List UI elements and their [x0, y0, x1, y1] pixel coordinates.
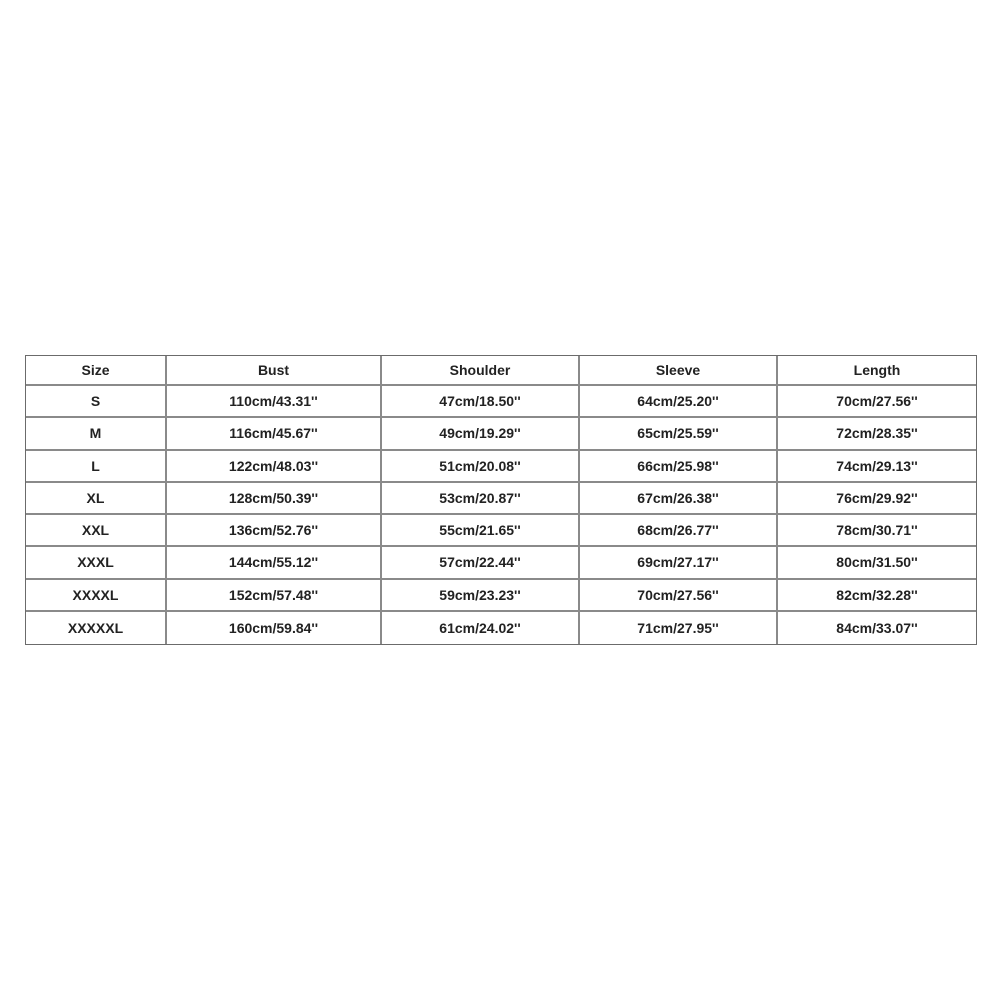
- cell-size: L: [26, 451, 167, 483]
- table-row: [26, 547, 976, 579]
- cell-length: 72cm/28.35'': [778, 418, 976, 450]
- cell-shoulder: 61cm/24.02'': [382, 612, 580, 644]
- cell-sleeve: 67cm/26.38'': [580, 483, 778, 515]
- cell-length: 82cm/32.28'': [778, 580, 976, 612]
- cell-bust: 116cm/45.67'': [167, 418, 382, 450]
- cell-length: 74cm/29.13'': [778, 451, 976, 483]
- cell-length: 80cm/31.50'': [778, 547, 976, 579]
- cell-length: 78cm/30.71'': [778, 515, 976, 547]
- cell-bust: 160cm/59.84'': [167, 612, 382, 644]
- cell-bust: 128cm/50.39'': [167, 483, 382, 515]
- table-row: [26, 451, 976, 483]
- cell-sleeve: 68cm/26.77'': [580, 515, 778, 547]
- cell-sleeve: 65cm/25.59'': [580, 418, 778, 450]
- cell-shoulder: 57cm/22.44'': [382, 547, 580, 579]
- table-row: [26, 580, 976, 612]
- cell-sleeve: 69cm/27.17'': [580, 547, 778, 579]
- table-row: [26, 515, 976, 547]
- cell-bust: 136cm/52.76'': [167, 515, 382, 547]
- cell-length: 70cm/27.56'': [778, 386, 976, 418]
- cell-size: XXXL: [26, 547, 167, 579]
- cell-sleeve: 66cm/25.98'': [580, 451, 778, 483]
- cell-size: XL: [26, 483, 167, 515]
- size-chart-body: [26, 386, 976, 644]
- cell-size: M: [26, 418, 167, 450]
- cell-sleeve: 71cm/27.95'': [580, 612, 778, 644]
- header-size: Size: [26, 356, 167, 386]
- size-chart-header: [26, 356, 976, 386]
- cell-length: 76cm/29.92'': [778, 483, 976, 515]
- cell-shoulder: 49cm/19.29'': [382, 418, 580, 450]
- size-chart-table: [25, 355, 977, 645]
- table-row: [26, 483, 976, 515]
- table-row: [26, 418, 976, 450]
- cell-shoulder: 53cm/20.87'': [382, 483, 580, 515]
- cell-sleeve: 64cm/25.20'': [580, 386, 778, 418]
- cell-shoulder: 55cm/21.65'': [382, 515, 580, 547]
- cell-size: S: [26, 386, 167, 418]
- cell-sleeve: 70cm/27.56'': [580, 580, 778, 612]
- header-sleeve: Sleeve: [580, 356, 778, 386]
- cell-bust: 144cm/55.12'': [167, 547, 382, 579]
- table-row: [26, 612, 976, 644]
- cell-bust: 152cm/57.48'': [167, 580, 382, 612]
- header-row: [26, 356, 976, 386]
- cell-bust: 110cm/43.31'': [167, 386, 382, 418]
- cell-size: XXXXXL: [26, 612, 167, 644]
- cell-length: 84cm/33.07'': [836, 619, 918, 636]
- cell-shoulder: 59cm/23.23'': [382, 580, 580, 612]
- cell-shoulder: 51cm/20.08'': [382, 451, 580, 483]
- header-bust: Bust: [167, 356, 382, 386]
- header-length: Length: [778, 356, 976, 386]
- header-shoulder: Shoulder: [382, 356, 580, 386]
- cell-bust: 122cm/48.03'': [167, 451, 382, 483]
- table-row: [26, 386, 976, 418]
- cell-size: XXL: [26, 515, 167, 547]
- cell-size: XXXXL: [26, 580, 167, 612]
- cell-shoulder: 47cm/18.50'': [382, 386, 580, 418]
